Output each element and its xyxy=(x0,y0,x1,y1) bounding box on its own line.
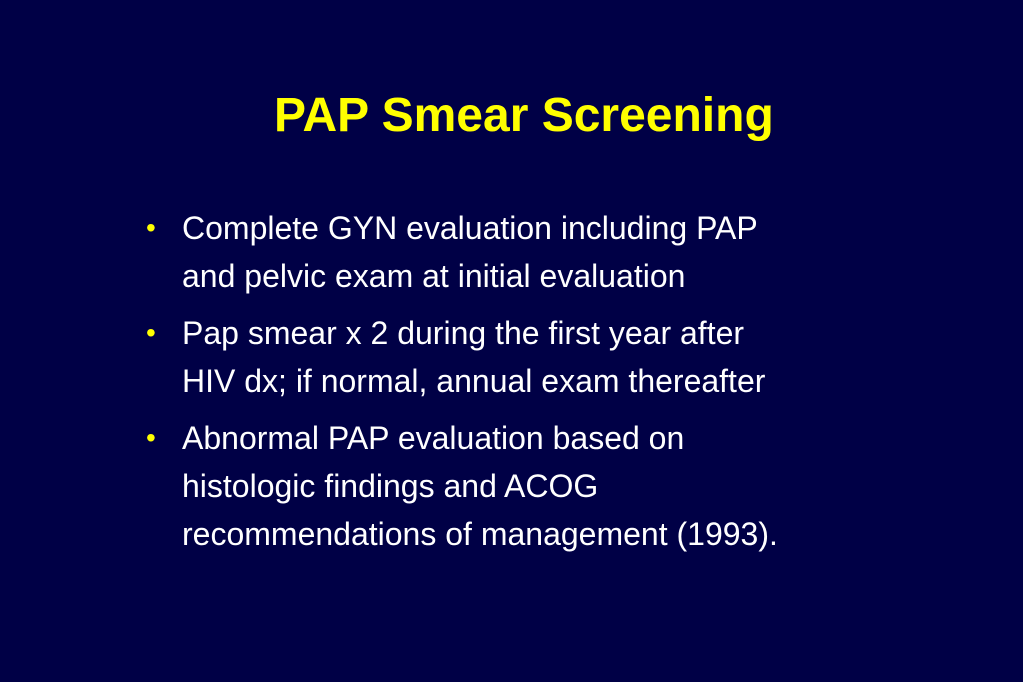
bullet-line: recommendations of management (1993). xyxy=(182,516,778,552)
bullet-icon: • xyxy=(146,422,156,453)
bullet-icon: • xyxy=(146,317,156,348)
slide-title: PAP Smear Screening xyxy=(274,89,774,142)
bullet-list xyxy=(146,204,946,567)
bullet-item-initial-evaluation xyxy=(146,204,946,300)
bullet-line: and pelvic exam at initial evaluation xyxy=(182,258,686,294)
bullet-item-abnormal-pap xyxy=(146,414,946,558)
bullet-line: Complete GYN evaluation including PAP xyxy=(182,210,758,246)
bullet-line: Abnormal PAP evaluation based on xyxy=(182,420,685,456)
bullet-line: HIV dx; if normal, annual exam thereafter xyxy=(182,363,766,399)
bullet-line: Pap smear x 2 during the first year after xyxy=(182,315,745,351)
bullet-item-pap-frequency xyxy=(146,309,946,405)
bullet-icon: • xyxy=(146,212,156,243)
bullet-line: histologic findings and ACOG xyxy=(182,468,599,504)
